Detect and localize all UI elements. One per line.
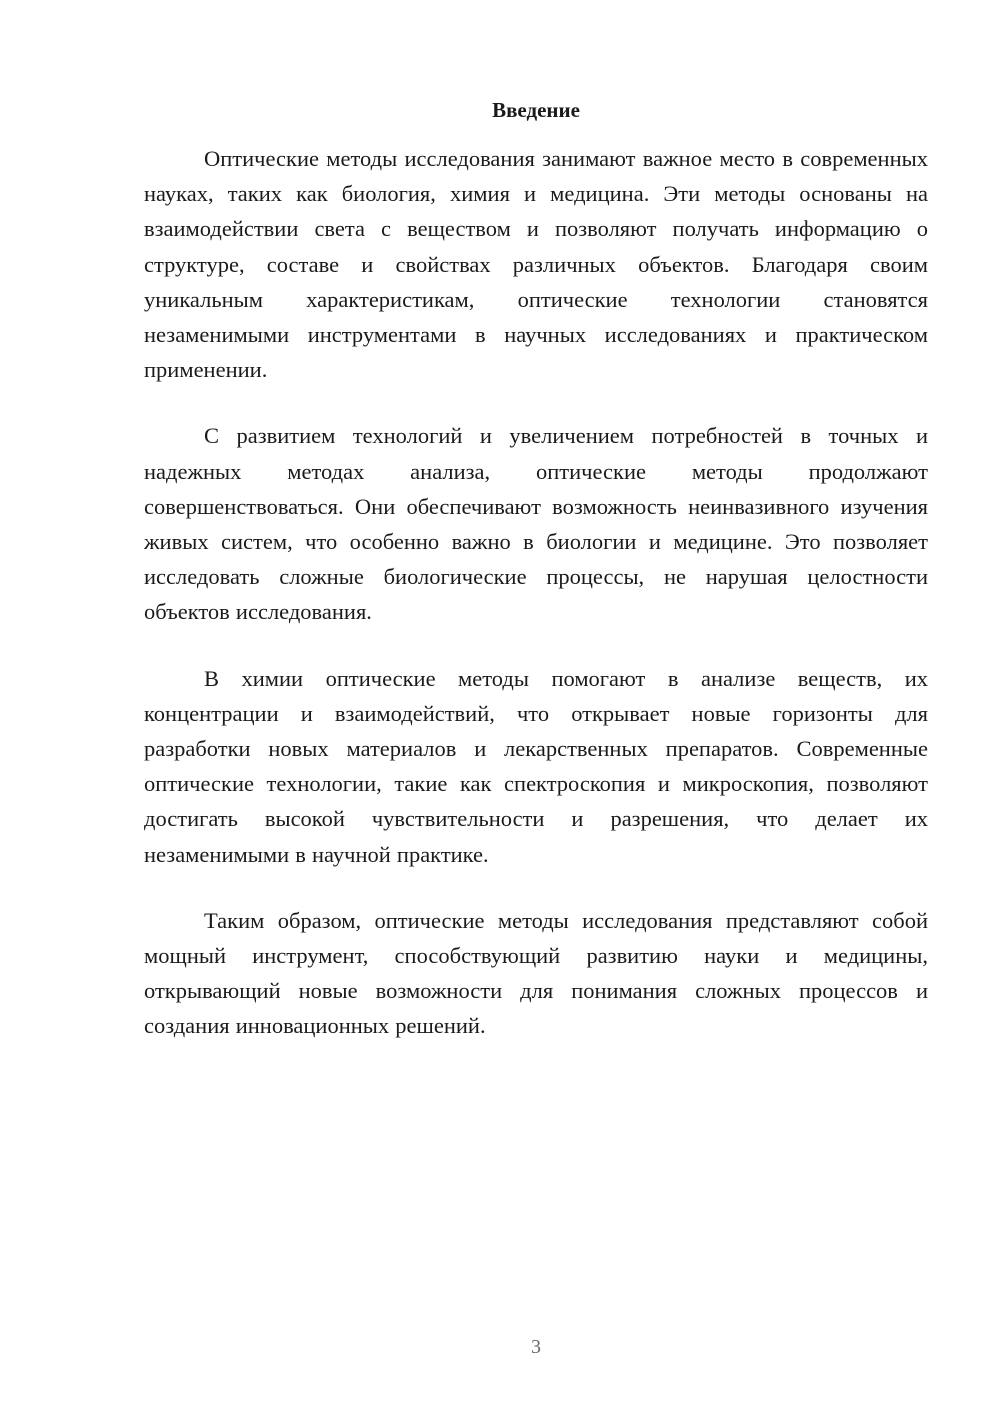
page-number: 3 [531,1336,541,1358]
paragraph-1: Оптические методы исследования занимают важное место в современных науках, таких как биология, химия и медицина. Эти методы основаны на взаимодействии света с веществом и позволяют получать информацию о структуре, составе и свойствах различных объектов. Благодаря своим уникальным характеристикам, оптические технологии становятся незаменимыми инструментами в научных исследованиях и практическом применении. [144,146,928,383]
section-title: Введение [492,98,580,122]
document-content [144,96,928,1075]
paragraph-3: В химии оптические методы помогают в анализе веществ, их концентрации и взаимодействий, что открывает новые горизонты для разработки новых материалов и лекарственных препаратов. Современные оптические технологии, такие как спектроскопия и микроскопия, позволяют достигать высокой чувствительности и разрешения, что делает их незаменимыми в научной практике. [144,665,928,867]
paragraph-4: Таким образом, оптические методы исследования представляют собой мощный инструмент, способствующий развитию науки и медицины, открывающий новые возможности для понимания сложных процессов и создания инновационных решений. [144,907,928,1039]
paragraph-2: С развитием технологий и увеличением потребностей в точных и надежных методах анализа, оптические методы продолжают совершенствоваться. Они обеспечивают возможность неинвазивного изучения живых систем, что особенно важно в биологии и медицине. Это позволяет исследовать сложные биологические процессы, не нарушая целостности объектов исследования. [144,423,928,625]
